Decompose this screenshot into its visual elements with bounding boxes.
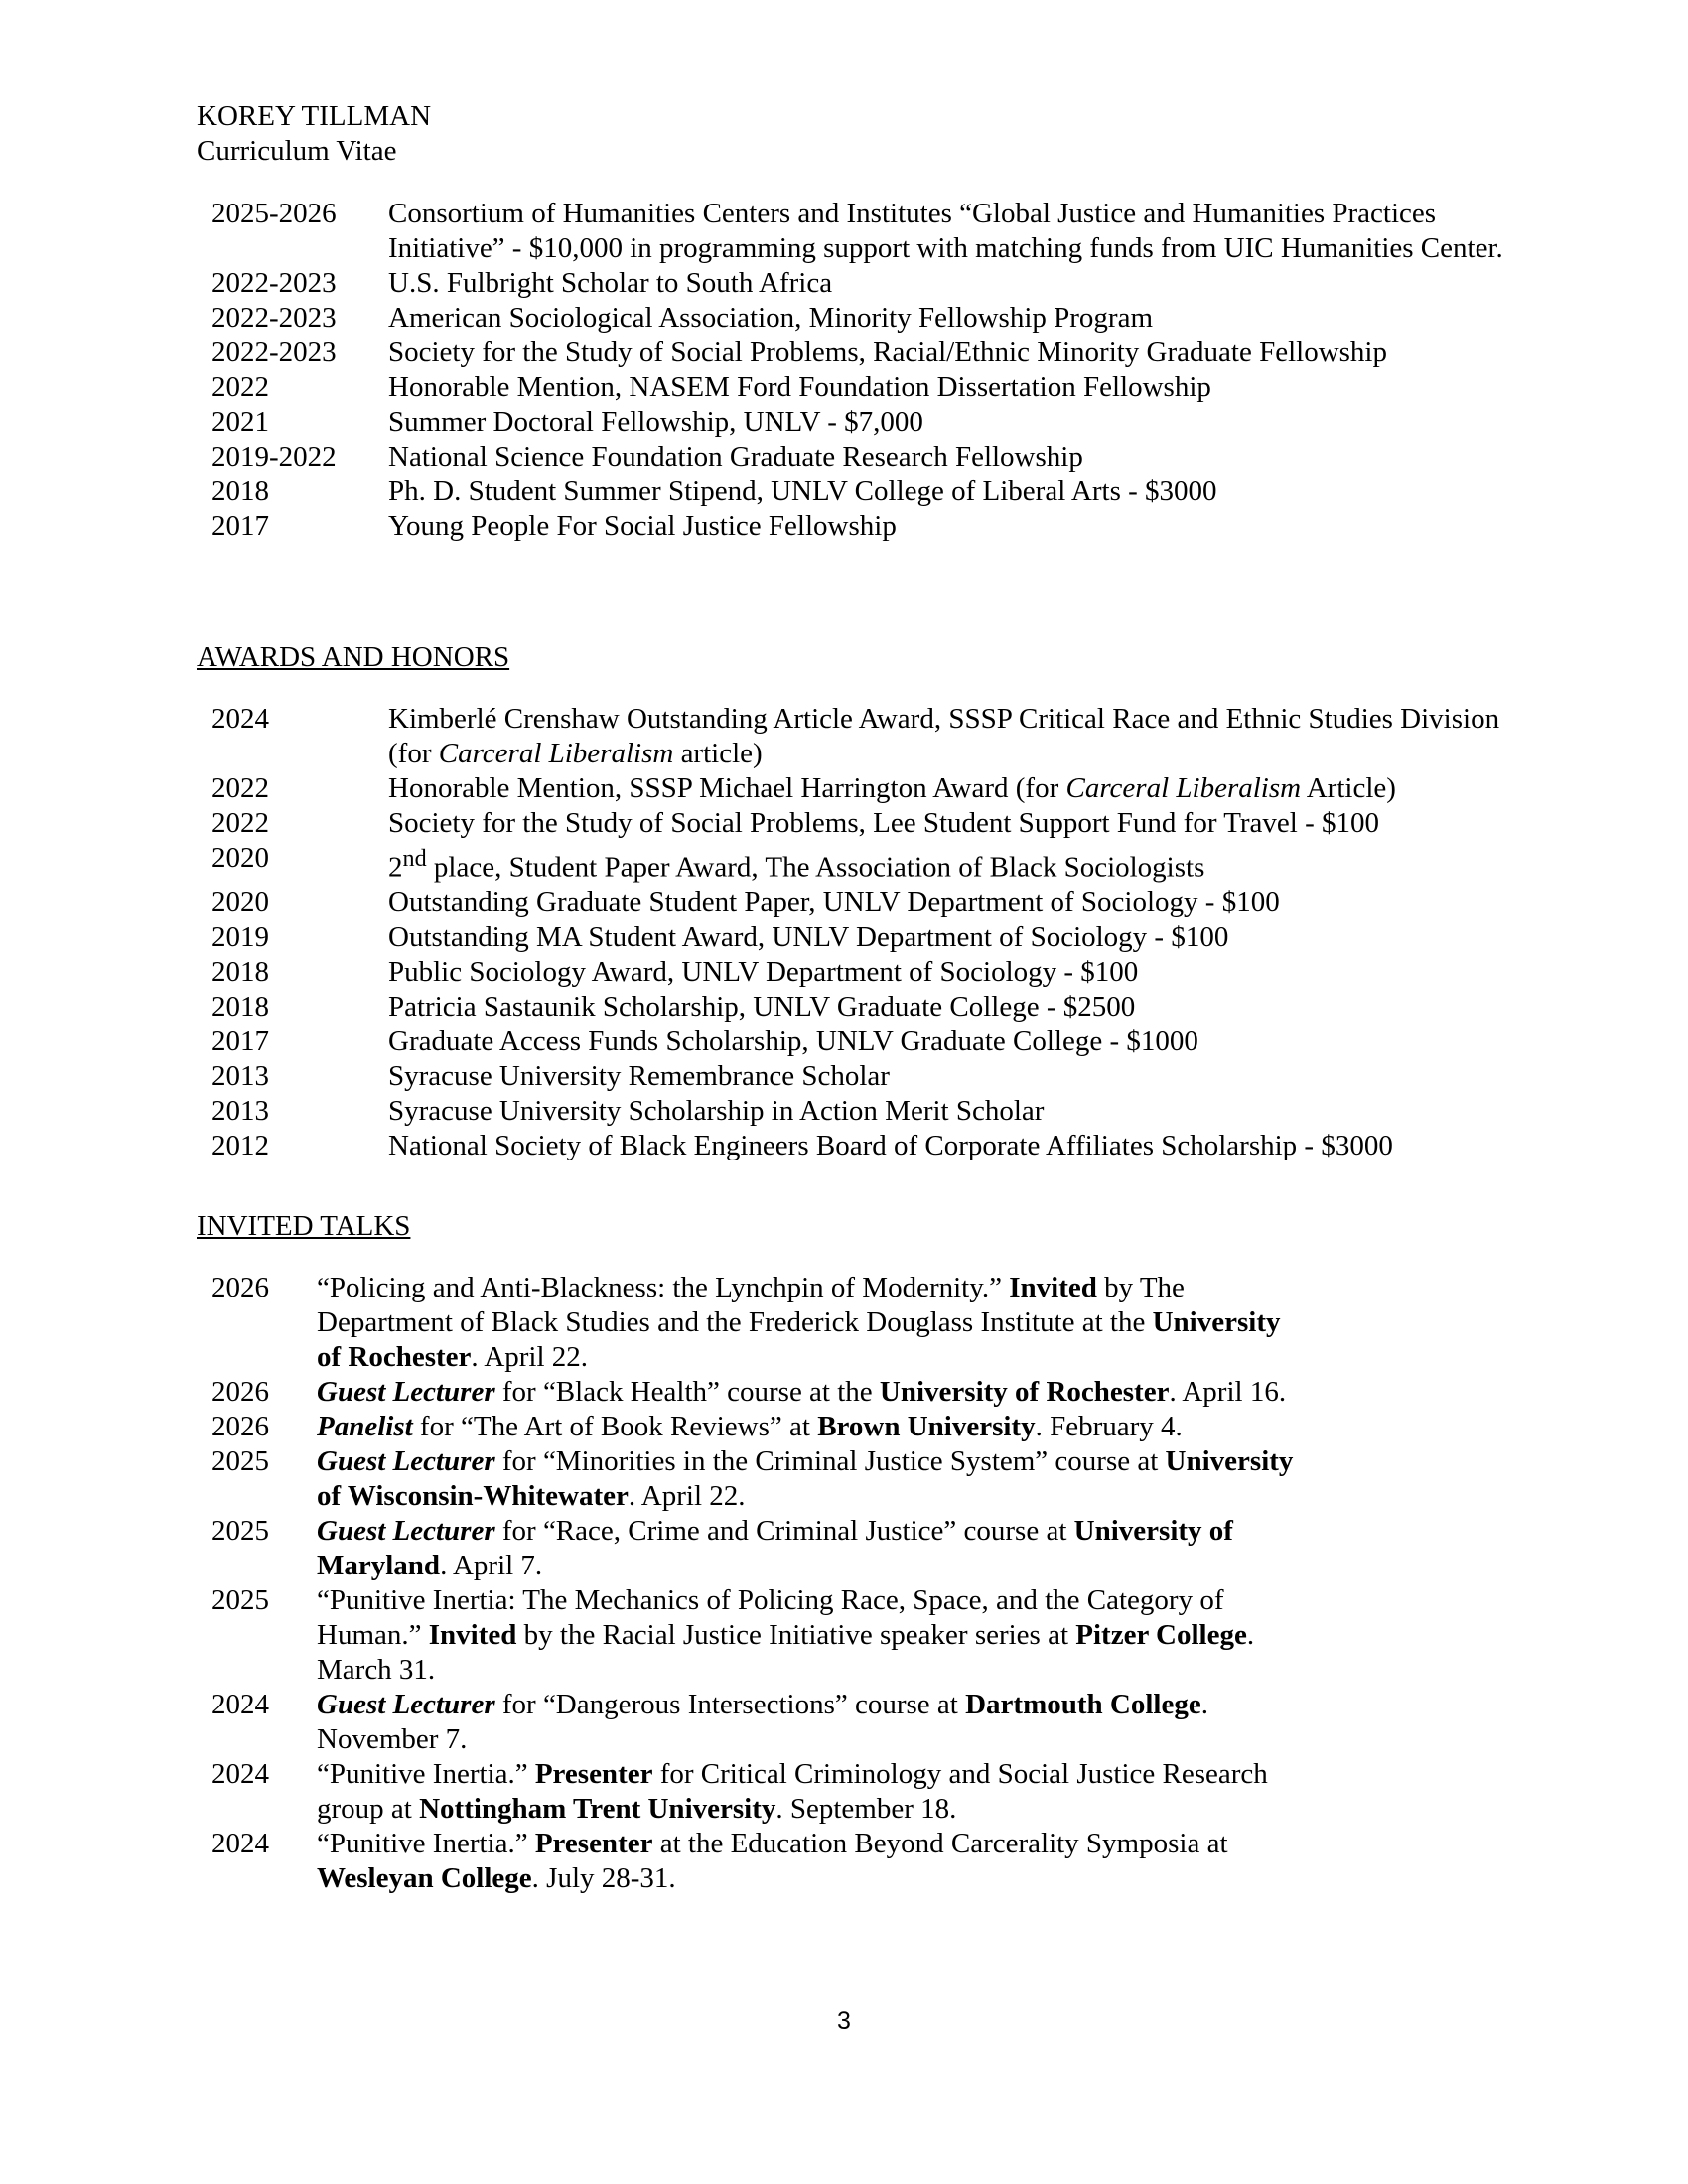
entry-description: Ph. D. Student Summer Stipend, UNLV College of Liberal Arts - $3000 bbox=[388, 476, 1217, 507]
entry-year: 2024 bbox=[211, 1758, 269, 1790]
entry-text-run: National Society of Black Engineers Board of Corporate Affiliates Scholarship - $3000 bbox=[388, 1129, 1393, 1161]
entry-year: 2021 bbox=[211, 406, 269, 438]
list-item bbox=[197, 702, 1507, 771]
entry-year: 2025 bbox=[211, 1584, 269, 1616]
list-item bbox=[197, 440, 1507, 475]
list-item bbox=[197, 405, 1507, 440]
list-item bbox=[197, 475, 1507, 509]
awards-section bbox=[197, 640, 1507, 1163]
entry-text-run: . July 28-31. bbox=[531, 1862, 676, 1894]
entry-year: 2022-2023 bbox=[211, 337, 337, 368]
entry-year: 2013 bbox=[211, 1094, 269, 1127]
entry-text-run: Guest Lecturer bbox=[317, 1515, 495, 1547]
entry-text-run: “Policing and Anti-Blackness: the Lynchpin of Modernity.” bbox=[317, 1272, 1010, 1303]
invited-talks-section bbox=[197, 1209, 1507, 1896]
list-item bbox=[197, 990, 1507, 1024]
entry-year: 2013 bbox=[211, 1059, 269, 1092]
entry-text-run: Carceral Liberalism bbox=[1065, 772, 1302, 804]
entry-year: 2019 bbox=[211, 920, 269, 953]
awards-list bbox=[197, 702, 1507, 1163]
entry-text-run: Brown University bbox=[817, 1411, 1036, 1442]
entry-year: 2017 bbox=[211, 510, 269, 542]
entry-text-run: . April 16. bbox=[1169, 1376, 1287, 1408]
entry-description bbox=[317, 1271, 1310, 1375]
entry-text-run: Presenter bbox=[534, 1758, 653, 1790]
entry-text-run: for “The Art of Book Reviews” at bbox=[412, 1411, 818, 1442]
entry-description bbox=[388, 841, 1507, 886]
list-item bbox=[197, 1410, 1507, 1444]
entry-text-run: place, Student Paper Award, The Association of Black Sociologists bbox=[426, 851, 1205, 884]
entry-description bbox=[317, 1410, 1310, 1444]
entry-description bbox=[388, 1094, 1507, 1129]
list-item bbox=[197, 370, 1507, 405]
entry-description bbox=[317, 1688, 1310, 1757]
entry-text-run: “Punitive Inertia.” bbox=[317, 1758, 535, 1790]
entry-text-run: Graduate Access Funds Scholarship, UNLV Graduate College - $1000 bbox=[388, 1024, 1198, 1057]
entry-text-run: Patricia Sastaunik Scholarship, UNLV Graduate College - $2500 bbox=[388, 990, 1136, 1023]
entry-text-run: University of Rochester bbox=[879, 1376, 1170, 1408]
list-item bbox=[197, 771, 1507, 806]
entry-description bbox=[388, 886, 1507, 920]
list-item bbox=[197, 336, 1507, 370]
entry-text-run: Outstanding MA Student Award, UNLV Department of Sociology - $100 bbox=[388, 920, 1229, 953]
list-item bbox=[197, 1094, 1507, 1129]
list-item bbox=[197, 1059, 1507, 1094]
list-item bbox=[197, 841, 1507, 886]
entry-description bbox=[388, 955, 1507, 990]
entry-year: 2022 bbox=[211, 772, 269, 804]
entry-description: American Sociological Association, Minority Fellowship Program bbox=[388, 302, 1154, 334]
list-item bbox=[197, 1024, 1507, 1059]
entry-text-run: Invited bbox=[1009, 1272, 1097, 1303]
entry-text-run: University of Wisconsin-Whitewater bbox=[317, 1445, 1294, 1512]
entry-description bbox=[317, 1444, 1310, 1514]
running-header bbox=[197, 99, 431, 169]
entry-year: 2018 bbox=[211, 955, 269, 988]
entry-text-run: Honorable Mention, SSSP Michael Harrington Award (for bbox=[388, 772, 1066, 804]
list-item bbox=[197, 1583, 1507, 1688]
entry-text-run: Kimberlé Crenshaw Outstanding Article Award, SSSP Critical Race and Ethnic Studies Division (for bbox=[388, 703, 1500, 769]
entry-year: 2017 bbox=[211, 1024, 269, 1057]
list-item bbox=[197, 1514, 1507, 1583]
entry-text-run: “Punitive Inertia: The Mechanics of Policing Race, Space, and the Category of Human.” bbox=[317, 1584, 1224, 1651]
list-item bbox=[197, 886, 1507, 920]
entry-text-run: for Critical Criminology and Social Justice Research group at bbox=[317, 1758, 1268, 1825]
list-item bbox=[197, 920, 1507, 955]
list-item bbox=[197, 955, 1507, 990]
entry-text-run: . November 7. bbox=[317, 1689, 1208, 1755]
entry-text-run: . February 4. bbox=[1035, 1411, 1183, 1442]
list-item bbox=[197, 1129, 1507, 1163]
entry-year: 2026 bbox=[211, 1411, 269, 1442]
list-item bbox=[197, 509, 1507, 544]
entry-text-run: for “Black Health” course at the bbox=[494, 1376, 880, 1408]
entry-year: 2018 bbox=[211, 476, 269, 507]
entry-text-run: Society for the Study of Social Problems, Lee Student Support Fund for Travel - $100 bbox=[388, 807, 1380, 839]
entry-year: 2025 bbox=[211, 1515, 269, 1547]
list-item bbox=[197, 1688, 1507, 1757]
awards-heading: AWARDS AND HONORS bbox=[197, 641, 510, 673]
entry-description: Summer Doctoral Fellowship, UNLV - $7,000 bbox=[388, 406, 923, 438]
entry-text-run: article) bbox=[673, 738, 763, 769]
list-item bbox=[197, 197, 1507, 266]
entry-description: U.S. Fulbright Scholar to South Africa bbox=[388, 267, 833, 299]
entry-year: 2012 bbox=[211, 1129, 269, 1161]
entry-text-run: at the Education Beyond Carcerality Symposia at bbox=[652, 1828, 1228, 1859]
fellowships-section bbox=[197, 197, 1507, 544]
entry-text-run: . April 7. bbox=[440, 1550, 543, 1581]
entry-description: Consortium of Humanities Centers and Institutes “Global Justice and Humanities Practices Initiative” - $10,000 in programming support with matching funds from UIC Humanities Center. bbox=[388, 198, 1503, 264]
list-item bbox=[197, 1444, 1507, 1514]
entry-text-run: by The Department of Black Studies and the Frederick Douglass Institute at the bbox=[317, 1272, 1185, 1338]
entry-description: Young People For Social Justice Fellowship bbox=[388, 510, 897, 542]
entry-text-run: Guest Lecturer bbox=[317, 1376, 495, 1408]
entry-text-run: Outstanding Graduate Student Paper, UNLV Department of Sociology - $100 bbox=[388, 886, 1280, 918]
entry-description: Society for the Study of Social Problems, Racial/Ethnic Minority Graduate Fellowship bbox=[388, 337, 1387, 368]
entry-text-run: University of Maryland bbox=[317, 1515, 1233, 1581]
document-type: Curriculum Vitae bbox=[197, 135, 397, 167]
entry-description bbox=[317, 1827, 1310, 1896]
entry-text-run: Nottingham Trent University bbox=[419, 1793, 776, 1825]
entry-text-run: . April 22. bbox=[628, 1480, 746, 1512]
entry-year: 2020 bbox=[211, 886, 269, 918]
entry-year: 2018 bbox=[211, 990, 269, 1023]
entry-year: 2022-2023 bbox=[211, 302, 337, 334]
entry-description bbox=[388, 920, 1507, 955]
entry-text-run: 2 bbox=[388, 851, 403, 884]
entry-text-run: by the Racial Justice Initiative speaker series at bbox=[516, 1619, 1076, 1651]
entry-text-run: . April 22. bbox=[471, 1341, 589, 1373]
entry-text-run: Invited bbox=[428, 1619, 517, 1651]
entry-year: 2025-2026 bbox=[211, 198, 337, 229]
entry-year: 2024 bbox=[211, 1828, 269, 1859]
entry-year: 2026 bbox=[211, 1376, 269, 1408]
fellowships-list bbox=[197, 197, 1507, 544]
list-item bbox=[197, 806, 1507, 841]
entry-text-run: Article) bbox=[1301, 772, 1396, 804]
entry-text-run: Carceral Liberalism bbox=[438, 738, 674, 769]
entry-description bbox=[317, 1375, 1310, 1410]
entry-text-run: Guest Lecturer bbox=[317, 1445, 495, 1477]
entry-description bbox=[388, 1024, 1507, 1059]
entry-year: 2022 bbox=[211, 807, 269, 839]
entry-text-run: for “Dangerous Intersections” course at bbox=[494, 1689, 966, 1720]
entry-text-run: Guest Lecturer bbox=[317, 1689, 495, 1720]
invited-talks-list bbox=[197, 1271, 1507, 1896]
entry-year: 2022 bbox=[211, 371, 269, 403]
entry-year: 2020 bbox=[211, 842, 269, 874]
entry-text-run: for “Race, Crime and Criminal Justice” course at bbox=[494, 1515, 1074, 1547]
entry-description bbox=[317, 1583, 1310, 1688]
entry-description bbox=[388, 702, 1507, 771]
entry-description bbox=[388, 771, 1507, 806]
page-number: 3 bbox=[837, 2007, 851, 2035]
entry-text-run: . March 31. bbox=[317, 1619, 1255, 1686]
list-item bbox=[197, 1757, 1507, 1827]
entry-text-run: Wesleyan College bbox=[317, 1862, 532, 1894]
entry-text-run: Dartmouth College bbox=[965, 1689, 1201, 1720]
entry-description bbox=[317, 1757, 1310, 1827]
list-item bbox=[197, 1827, 1507, 1896]
entry-description bbox=[388, 1129, 1507, 1163]
entry-description: National Science Foundation Graduate Research Fellowship bbox=[388, 441, 1083, 473]
entry-text-run: Presenter bbox=[534, 1828, 653, 1859]
entry-text-run: Pitzer College bbox=[1075, 1619, 1247, 1651]
list-item bbox=[197, 266, 1507, 301]
entry-description bbox=[388, 990, 1507, 1024]
entry-description bbox=[388, 1059, 1507, 1094]
entry-text-run: nd bbox=[402, 845, 427, 872]
list-item bbox=[197, 1375, 1507, 1410]
entry-text-run: for “Minorities in the Criminal Justice System” course at bbox=[494, 1445, 1166, 1477]
entry-year: 2024 bbox=[211, 703, 269, 735]
list-item bbox=[197, 1271, 1507, 1375]
invited-talks-heading: INVITED TALKS bbox=[197, 1210, 411, 1242]
entry-text-run: Syracuse University Remembrance Scholar bbox=[388, 1059, 890, 1092]
entry-text-run: . September 18. bbox=[775, 1793, 957, 1825]
entry-text-run: “Punitive Inertia.” bbox=[317, 1828, 535, 1859]
entry-description bbox=[317, 1514, 1310, 1583]
entry-text-run: Panelist bbox=[317, 1411, 413, 1442]
entry-text-run: University of Rochester bbox=[317, 1306, 1281, 1373]
entry-year: 2022-2023 bbox=[211, 267, 337, 299]
list-item bbox=[197, 301, 1507, 336]
entry-year: 2026 bbox=[211, 1272, 269, 1303]
entry-year: 2019-2022 bbox=[211, 441, 337, 473]
entry-description: Honorable Mention, NASEM Ford Foundation Dissertation Fellowship bbox=[388, 371, 1211, 403]
entry-text-run: Public Sociology Award, UNLV Department of Sociology - $100 bbox=[388, 955, 1139, 988]
entry-year: 2025 bbox=[211, 1445, 269, 1477]
entry-text-run: Syracuse University Scholarship in Action Merit Scholar bbox=[388, 1094, 1045, 1127]
entry-year: 2024 bbox=[211, 1689, 269, 1720]
author-name: KOREY TILLMAN bbox=[197, 100, 432, 132]
entry-description bbox=[388, 806, 1507, 841]
